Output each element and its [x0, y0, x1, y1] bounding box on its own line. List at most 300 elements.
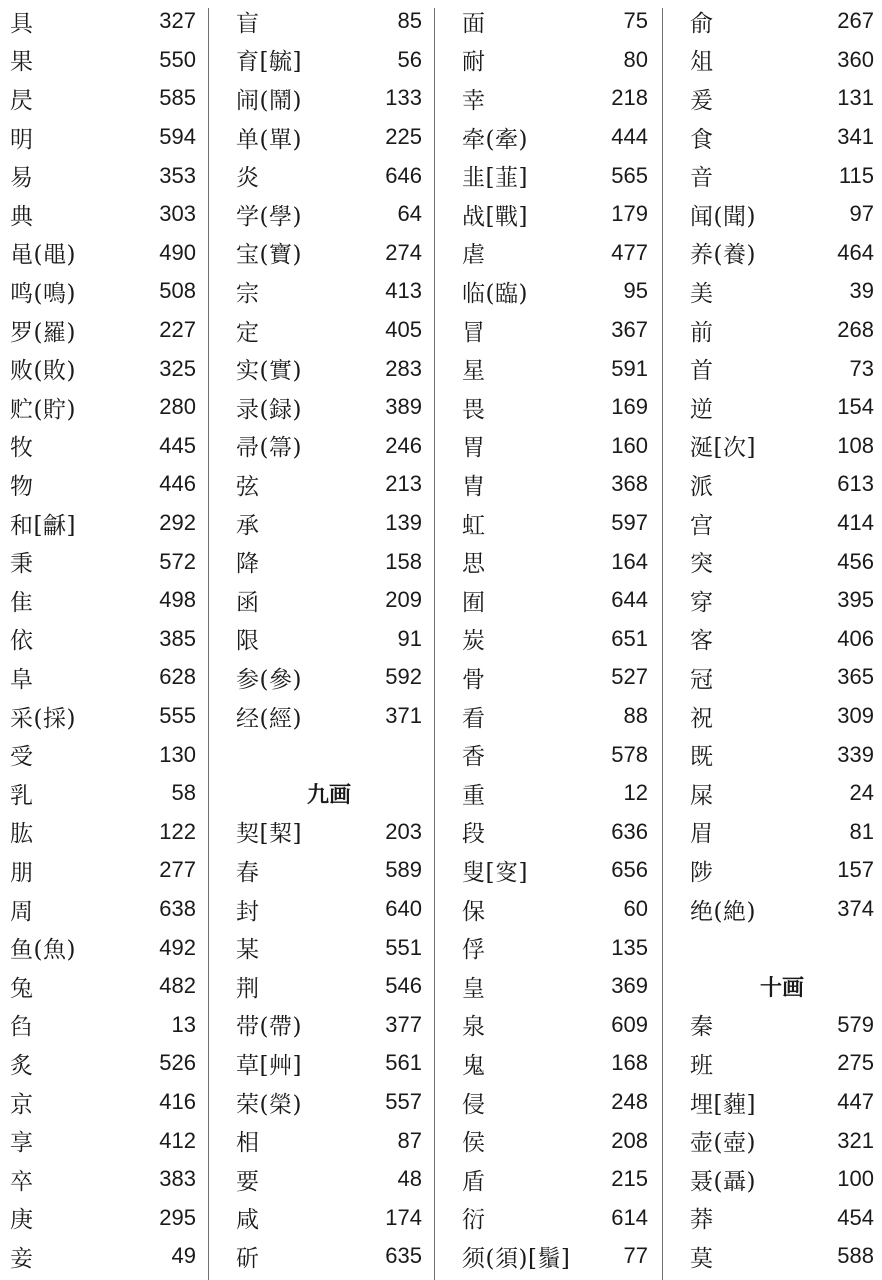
entry-character: 兔 — [10, 975, 34, 1002]
index-entry — [10, 658, 196, 697]
entry-page-number: 592 — [385, 664, 422, 690]
entry-character: 学(學) — [236, 203, 302, 230]
entry-character: 战[戰] — [462, 203, 528, 230]
entry-page-number: 628 — [159, 664, 196, 690]
entry-character: 限 — [236, 628, 260, 655]
index-entry — [236, 928, 422, 967]
index-entry — [690, 620, 874, 659]
entry-character: 函 — [236, 589, 260, 616]
index-entry — [10, 890, 196, 929]
entry-character: 祝 — [690, 705, 714, 732]
entry-page-number: 215 — [611, 1166, 648, 1192]
entry-character: 秦 — [690, 1014, 714, 1041]
entry-page-number: 365 — [837, 664, 874, 690]
entry-page-number: 446 — [159, 471, 196, 497]
entry-character: 冒 — [462, 319, 486, 346]
entry-page-number: 87 — [397, 1127, 422, 1153]
index-entry — [462, 658, 648, 697]
entry-character: 前 — [690, 319, 714, 346]
index-entry — [10, 388, 196, 427]
index-entry — [10, 349, 196, 388]
index-entry — [236, 427, 422, 466]
entry-page-number: 445 — [159, 432, 196, 458]
index-entry — [690, 1237, 874, 1276]
entry-character: 俎 — [690, 49, 714, 76]
index-entry — [236, 697, 422, 736]
index-entry — [462, 349, 648, 388]
entry-character: 胃 — [462, 435, 486, 462]
entry-page-number: 406 — [837, 625, 874, 651]
entry-page-number: 139 — [385, 510, 422, 536]
index-entry — [690, 156, 874, 195]
entry-page-number: 597 — [611, 510, 648, 536]
entry-character: 涎[次] — [690, 435, 756, 462]
entry-character: 陟 — [690, 859, 714, 886]
entry-page-number: 135 — [611, 934, 648, 960]
entry-character: 派 — [690, 473, 714, 500]
index-entry — [10, 967, 196, 1006]
entry-page-number: 88 — [623, 703, 648, 729]
index-entry — [690, 195, 874, 234]
entry-character: 思 — [462, 551, 486, 578]
index-entry — [690, 1160, 874, 1199]
entry-page-number: 371 — [385, 703, 422, 729]
entry-character: 鱼(魚) — [10, 937, 76, 964]
entry-page-number: 115 — [838, 162, 874, 188]
index-entry — [10, 1006, 196, 1045]
index-entry — [462, 2, 648, 41]
entry-character: 音 — [690, 165, 714, 192]
entry-character: 宝(寶) — [236, 242, 302, 269]
index-entry — [462, 311, 648, 350]
index-entry — [462, 504, 648, 543]
entry-character: 秉 — [10, 551, 34, 578]
index-entry — [690, 813, 874, 852]
entry-page-number: 174 — [385, 1204, 422, 1230]
entry-page-number: 651 — [611, 625, 648, 651]
stroke-count-heading: 九画 — [306, 782, 351, 808]
entry-character: 牧 — [10, 435, 34, 462]
index-entry — [10, 504, 196, 543]
index-entry — [462, 542, 648, 581]
index-entry — [462, 195, 648, 234]
index-entry — [462, 813, 648, 852]
index-entry — [462, 967, 648, 1006]
entry-character: 班 — [690, 1052, 714, 1079]
index-entry — [462, 890, 648, 929]
entry-page-number: 203 — [385, 818, 422, 844]
entry-character: 京 — [10, 1091, 34, 1118]
index-column-2 — [236, 0, 422, 1280]
entry-page-number: 557 — [385, 1089, 422, 1115]
entry-character: 畏 — [462, 396, 486, 423]
entry-page-number: 283 — [385, 355, 422, 381]
entry-page-number: 447 — [837, 1089, 874, 1115]
index-entry — [690, 349, 874, 388]
entry-character: 春 — [236, 859, 260, 886]
entry-character: 须(須)[鬚] — [462, 1245, 571, 1272]
entry-character: 俞 — [690, 10, 714, 37]
entry-character: 重 — [462, 782, 486, 809]
index-entry — [10, 118, 196, 157]
entry-page-number: 122 — [159, 818, 196, 844]
entry-page-number: 609 — [611, 1011, 648, 1037]
index-entry — [236, 118, 422, 157]
index-entry — [690, 581, 874, 620]
index-entry — [236, 1237, 422, 1276]
stroke-count-heading: 十画 — [759, 975, 804, 1001]
entry-page-number: 546 — [385, 973, 422, 999]
entry-page-number: 492 — [159, 934, 196, 960]
entry-page-number: 572 — [159, 548, 196, 574]
entry-character: 段 — [462, 821, 486, 848]
entry-page-number: 456 — [837, 548, 874, 574]
entry-character: 绝(絶) — [690, 898, 756, 925]
entry-character: 臽 — [10, 1014, 34, 1041]
entry-character: 明 — [10, 126, 34, 153]
entry-character: 穿 — [690, 589, 714, 616]
index-entry — [236, 349, 422, 388]
entry-character: 泉 — [462, 1014, 486, 1041]
index-entry — [462, 118, 648, 157]
entry-page-number: 169 — [611, 394, 648, 420]
index-entry — [690, 311, 874, 350]
entry-page-number: 498 — [159, 587, 196, 613]
entry-page-number: 268 — [837, 317, 874, 343]
entry-page-number: 561 — [385, 1050, 422, 1076]
entry-page-number: 594 — [159, 124, 196, 150]
entry-page-number: 589 — [385, 857, 422, 883]
index-entry — [236, 890, 422, 929]
entry-character: 带(帶) — [236, 1014, 302, 1041]
entry-page-number: 209 — [385, 587, 422, 613]
index-entry — [10, 813, 196, 852]
entry-page-number: 208 — [611, 1127, 648, 1153]
index-entry — [462, 1044, 648, 1083]
index-entry — [462, 697, 648, 736]
entry-character: 星 — [462, 358, 486, 385]
entry-page-number: 413 — [385, 278, 422, 304]
entry-character: 盲 — [236, 10, 260, 37]
index-entry — [690, 388, 874, 427]
entry-character: 要 — [236, 1168, 260, 1195]
entry-character: 皇 — [462, 975, 486, 1002]
entry-character: 冠 — [690, 666, 714, 693]
entry-character: 采(採) — [10, 705, 76, 732]
entry-page-number: 108 — [837, 432, 874, 458]
entry-character: 衍 — [462, 1207, 486, 1234]
entry-page-number: 656 — [611, 857, 648, 883]
index-entry — [10, 41, 196, 80]
entry-character: 俘 — [462, 937, 486, 964]
index-entry — [236, 272, 422, 311]
entry-character: 育[毓] — [236, 49, 302, 76]
index-entry — [690, 697, 874, 736]
index-entry — [462, 1237, 648, 1276]
entry-character: 弦 — [236, 473, 260, 500]
entry-character: 受 — [10, 744, 34, 771]
entry-character: 定 — [236, 319, 260, 346]
entry-page-number: 77 — [623, 1243, 648, 1269]
index-entry — [690, 504, 874, 543]
entry-page-number: 579 — [837, 1011, 874, 1037]
index-entry — [462, 1160, 648, 1199]
entry-character: 侯 — [462, 1130, 486, 1157]
index-entry — [690, 1006, 874, 1045]
entry-character: 和[龢] — [10, 512, 76, 539]
entry-page-number: 644 — [611, 587, 648, 613]
entry-character: 屎 — [690, 782, 714, 809]
index-entry — [462, 41, 648, 80]
index-entry — [236, 581, 422, 620]
index-entry — [10, 697, 196, 736]
entry-character: 炭 — [462, 628, 486, 655]
entry-page-number: 341 — [837, 124, 874, 150]
index-entry — [236, 813, 422, 852]
index-entry — [10, 928, 196, 967]
entry-page-number: 160 — [611, 432, 648, 458]
index-entry — [236, 851, 422, 890]
index-entry — [236, 1199, 422, 1238]
index-entry — [10, 272, 196, 311]
index-entry — [236, 79, 422, 118]
index-entry — [462, 620, 648, 659]
entry-character: 虹 — [462, 512, 486, 539]
entry-page-number: 179 — [611, 201, 648, 227]
entry-character: 贮(貯) — [10, 396, 76, 423]
entry-page-number: 97 — [849, 201, 874, 227]
index-entry — [236, 504, 422, 543]
entry-character: 囿 — [462, 589, 486, 616]
entry-page-number: 374 — [837, 896, 874, 922]
index-entry — [236, 1044, 422, 1083]
entry-page-number: 58 — [171, 780, 196, 806]
entry-page-number: 73 — [849, 355, 874, 381]
entry-page-number: 227 — [159, 317, 196, 343]
entry-page-number: 80 — [623, 46, 648, 72]
entry-character: 宗 — [236, 280, 260, 307]
entry-character: 骨 — [462, 666, 486, 693]
entry-page-number: 360 — [837, 46, 874, 72]
entry-character: 爰 — [690, 87, 714, 114]
index-column-4 — [690, 0, 874, 1280]
entry-page-number: 591 — [611, 355, 648, 381]
entry-page-number: 13 — [171, 1011, 196, 1037]
entry-character: 降 — [236, 551, 260, 578]
entry-page-number: 131 — [837, 85, 874, 111]
index-entry — [10, 427, 196, 466]
index-entry — [10, 542, 196, 581]
entry-page-number: 95 — [623, 278, 648, 304]
entry-character: 临(臨) — [462, 280, 528, 307]
entry-page-number: 295 — [159, 1204, 196, 1230]
entry-character: 鸣(鳴) — [10, 280, 76, 307]
index-entry — [462, 1121, 648, 1160]
index-entry — [10, 234, 196, 273]
entry-page-number: 158 — [385, 548, 422, 574]
entry-page-number: 12 — [623, 780, 648, 806]
entry-page-number: 565 — [611, 162, 648, 188]
entry-character: 具 — [10, 10, 34, 37]
entry-page-number: 385 — [159, 625, 196, 651]
entry-character: 罗(羅) — [10, 319, 76, 346]
entry-character: 莫 — [690, 1245, 714, 1272]
index-entry — [10, 851, 196, 890]
entry-page-number: 213 — [385, 471, 422, 497]
entry-page-number: 635 — [385, 1243, 422, 1269]
index-entry — [690, 465, 874, 504]
index-entry — [10, 620, 196, 659]
entry-page-number: 490 — [159, 239, 196, 265]
index-entry — [690, 1121, 874, 1160]
index-entry — [10, 774, 196, 813]
index-entry — [236, 234, 422, 273]
entry-page-number: 454 — [837, 1204, 874, 1230]
index-entry — [10, 311, 196, 350]
index-entry — [462, 465, 648, 504]
index-entry — [690, 79, 874, 118]
index-column-1 — [10, 0, 196, 1280]
entry-page-number: 613 — [837, 471, 874, 497]
entry-character: 斫 — [236, 1245, 260, 1272]
entry-character: 胄 — [462, 473, 486, 500]
entry-character: 耐 — [462, 49, 486, 76]
entry-character: 黾(黽) — [10, 242, 76, 269]
entry-page-number: 85 — [397, 8, 422, 34]
entry-page-number: 638 — [159, 896, 196, 922]
index-entry — [690, 735, 874, 774]
entry-page-number: 464 — [837, 239, 874, 265]
entry-page-number: 325 — [159, 355, 196, 381]
entry-character: 卒 — [10, 1168, 34, 1195]
entry-page-number: 578 — [611, 741, 648, 767]
entry-character: 埋[薶] — [690, 1091, 756, 1118]
index-entry — [690, 1199, 874, 1238]
entry-character: 闹(鬧) — [236, 87, 302, 114]
entry-page-number: 585 — [159, 85, 196, 111]
entry-character: 帚(箒) — [236, 435, 302, 462]
entry-character: 录(録) — [236, 396, 302, 423]
entry-character: 依 — [10, 628, 34, 655]
index-entry — [10, 735, 196, 774]
entry-page-number: 395 — [837, 587, 874, 613]
index-entry — [462, 156, 648, 195]
entry-page-number: 412 — [159, 1127, 196, 1153]
index-entry — [236, 620, 422, 659]
entry-page-number: 339 — [837, 741, 874, 767]
index-entry — [690, 851, 874, 890]
index-entry — [690, 427, 874, 466]
entry-character: 客 — [690, 628, 714, 655]
index-entry — [10, 195, 196, 234]
entry-page-number: 327 — [159, 8, 196, 34]
entry-page-number: 353 — [159, 162, 196, 188]
entry-character: 隹 — [10, 589, 34, 616]
entry-character: 昃 — [10, 87, 34, 114]
entry-page-number: 527 — [611, 664, 648, 690]
entry-page-number: 550 — [159, 46, 196, 72]
index-column-3 — [462, 0, 648, 1280]
index-entry — [462, 427, 648, 466]
entry-page-number: 218 — [611, 85, 648, 111]
index-entry — [462, 272, 648, 311]
index-entry — [10, 1044, 196, 1083]
entry-character: 鬼 — [462, 1052, 486, 1079]
index-entry — [462, 928, 648, 967]
entry-page-number: 640 — [385, 896, 422, 922]
index-entry — [10, 581, 196, 620]
entry-character: 物 — [10, 473, 34, 500]
column-divider — [208, 8, 209, 1280]
entry-page-number: 246 — [385, 432, 422, 458]
index-entry — [462, 234, 648, 273]
entry-page-number: 75 — [623, 8, 648, 34]
entry-page-number: 225 — [385, 124, 422, 150]
entry-page-number: 482 — [159, 973, 196, 999]
index-entry — [462, 851, 648, 890]
entry-page-number: 383 — [159, 1166, 196, 1192]
entry-character: 实(實) — [236, 358, 302, 385]
entry-character: 庚 — [10, 1207, 34, 1234]
entry-page-number: 168 — [611, 1050, 648, 1076]
entry-character: 参(參) — [236, 666, 302, 693]
entry-character: 荣(榮) — [236, 1091, 302, 1118]
entry-page-number: 309 — [837, 703, 874, 729]
entry-page-number: 60 — [623, 896, 648, 922]
entry-character: 荆 — [236, 975, 260, 1002]
entry-character: 封 — [236, 898, 260, 925]
entry-page-number: 130 — [159, 741, 196, 767]
entry-page-number: 91 — [397, 625, 422, 651]
index-entry — [236, 388, 422, 427]
entry-character: 美 — [690, 280, 714, 307]
index-entry — [10, 2, 196, 41]
entry-page-number: 133 — [385, 85, 422, 111]
entry-page-number: 614 — [611, 1204, 648, 1230]
entry-page-number: 56 — [397, 46, 422, 72]
column-divider — [662, 8, 663, 1280]
entry-page-number: 267 — [837, 8, 874, 34]
entry-character: 牵(牽) — [462, 126, 528, 153]
entry-character: 虐 — [462, 242, 486, 269]
entry-page-number: 154 — [837, 394, 874, 420]
entry-page-number: 274 — [385, 239, 422, 265]
index-entry — [236, 2, 422, 41]
entry-character: 宫 — [690, 512, 714, 539]
entry-page-number: 555 — [159, 703, 196, 729]
entry-character: 闻(聞) — [690, 203, 756, 230]
entry-character: 盾 — [462, 1168, 486, 1195]
entry-page-number: 414 — [837, 510, 874, 536]
index-entry — [10, 1121, 196, 1160]
entry-page-number: 444 — [611, 124, 648, 150]
entry-character: 乳 — [10, 782, 34, 809]
entry-character: 草[艸] — [236, 1052, 302, 1079]
entry-character: 壶(壺) — [690, 1130, 756, 1157]
entry-page-number: 303 — [159, 201, 196, 227]
entry-character: 妾 — [10, 1245, 34, 1272]
entry-page-number: 275 — [837, 1050, 874, 1076]
entry-character: 突 — [690, 551, 714, 578]
entry-page-number: 64 — [397, 201, 422, 227]
index-entry — [10, 156, 196, 195]
index-entry — [462, 581, 648, 620]
entry-character: 契[栔] — [236, 821, 302, 848]
index-entry — [462, 1083, 648, 1122]
entry-page-number: 377 — [385, 1011, 422, 1037]
entry-character: 经(經) — [236, 705, 302, 732]
index-entry — [236, 41, 422, 80]
